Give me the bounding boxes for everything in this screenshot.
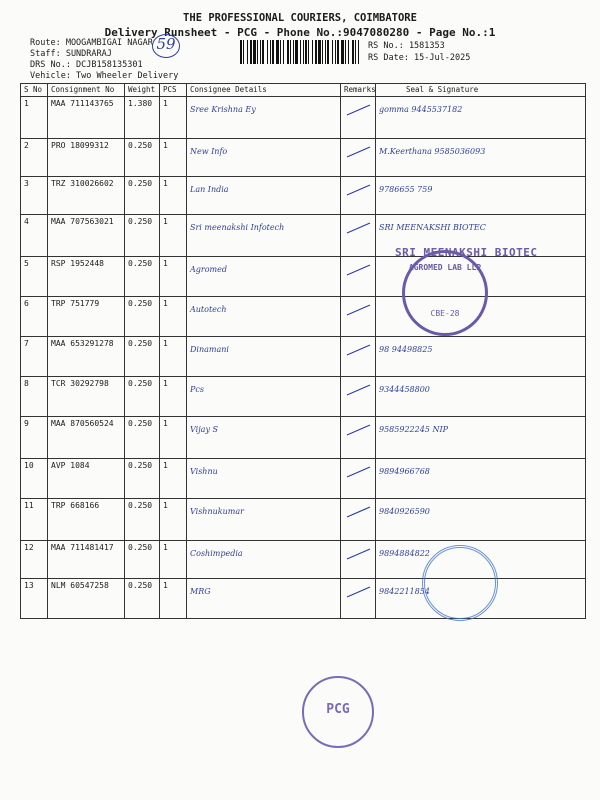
row-consignee: New Info: [187, 139, 341, 177]
barcode-bar: [322, 40, 323, 64]
table-header-row: [21, 84, 586, 97]
row-consignee: Vishnu: [187, 459, 341, 499]
biotec-stamp: SRI MEENAKSHI BIOTEC: [395, 246, 538, 259]
route: Route: MOOGAMBIGAI NAGAR: [30, 38, 153, 48]
row-weight: 0.250: [125, 337, 160, 377]
row-consignment-no: AVP 1084: [48, 459, 125, 499]
col-consignee: Consignee Details: [187, 84, 341, 97]
row-weight: 0.250: [125, 459, 160, 499]
row-consignment-no: TCR 30292798: [48, 377, 125, 417]
barcode-bar: [276, 40, 279, 64]
row-remarks: [341, 337, 376, 377]
row-seal: 98 94498825: [376, 337, 586, 377]
barcode-bar: [348, 40, 349, 64]
row-pcs: 1: [160, 177, 187, 215]
table-row: [21, 377, 586, 417]
row-seal: 9786655 759: [376, 177, 586, 215]
row-consignment-no: NLM 60547258: [48, 579, 125, 619]
barcode-bar: [308, 40, 309, 64]
barcode-bar: [345, 40, 346, 64]
row-consignee: Lan India: [187, 177, 341, 215]
row-remarks: [341, 139, 376, 177]
row-pcs: 1: [160, 139, 187, 177]
row-seal: M.Keerthana 9585036093: [376, 139, 586, 177]
barcode-bar: [303, 40, 304, 64]
remark-stroke: [344, 461, 374, 481]
row-consignee: Vishnukumar: [187, 499, 341, 541]
row-consignee: Dinamani: [187, 337, 341, 377]
barcode-bar: [287, 40, 289, 64]
row-sno: 12: [21, 541, 48, 579]
barcode-bar: [337, 40, 339, 64]
runsheet-title: Delivery Runsheet - PCG - Phone No.:9047080280 - Page No.:1: [104, 26, 496, 39]
row-consignee: Sri meenakshi Infotech: [187, 215, 341, 257]
row-sno: 2: [21, 139, 48, 177]
pcg-stamp-text: PCG: [326, 702, 350, 717]
row-weight: 0.250: [125, 377, 160, 417]
row-seal: gomma 9445537182: [376, 97, 586, 139]
row-remarks: [341, 459, 376, 499]
remark-stroke: [344, 259, 374, 279]
row-consignment-no: TRP 751779: [48, 297, 125, 337]
row-weight: 0.250: [125, 417, 160, 459]
barcode-bar: [341, 40, 344, 64]
barcode-bar: [318, 40, 321, 64]
row-seal: 9842211854: [376, 579, 586, 619]
barcode-bar: [257, 40, 258, 64]
row-sno: 3: [21, 177, 48, 215]
staff: Staff: SUNDRARAJ: [30, 49, 112, 59]
barcode-bar: [283, 40, 284, 64]
row-weight: 1.380: [125, 97, 160, 139]
row-sno: 1: [21, 97, 48, 139]
row-consignment-no: MAA 711481417: [48, 541, 125, 579]
row-pcs: 1: [160, 97, 187, 139]
row-weight: 0.250: [125, 541, 160, 579]
barcode-bar: [358, 40, 359, 64]
col-weight: Weight: [125, 84, 160, 97]
table-row: [21, 97, 586, 139]
row-sno: 10: [21, 459, 48, 499]
row-consignment-no: MAA 653291278: [48, 337, 125, 377]
barcode-bar: [253, 40, 256, 64]
rs-date: RS Date: 15-Jul-2025: [368, 53, 471, 63]
col-remarks: Remarks: [341, 84, 376, 97]
barcode-bar: [352, 40, 354, 64]
col-pcs: PCS: [160, 84, 187, 97]
barcode-bar: [332, 40, 333, 64]
row-consignment-no: MAA 707563021: [48, 215, 125, 257]
row-seal: 9894884822: [376, 541, 586, 579]
barcode-bar: [325, 40, 326, 64]
remark-stroke: [344, 543, 374, 563]
col-consignment: Consignment No: [48, 84, 125, 97]
barcode-bar: [270, 40, 271, 64]
row-consignee: Sree Krishna Ey: [187, 97, 341, 139]
table-row: [21, 177, 586, 215]
barcode-bar: [315, 40, 317, 64]
table-row: [21, 337, 586, 377]
row-remarks: [341, 297, 376, 337]
barcode: [240, 40, 360, 64]
row-pcs: 1: [160, 337, 187, 377]
row-pcs: 1: [160, 499, 187, 541]
row-consignment-no: MAA 711143765: [48, 97, 125, 139]
barcode-bar: [300, 40, 301, 64]
remark-stroke: [344, 141, 374, 161]
row-consignee: MRG: [187, 579, 341, 619]
row-seal: 9344458800: [376, 377, 586, 417]
remark-stroke: [344, 501, 374, 521]
table-row: [21, 541, 586, 579]
remark-stroke: [344, 379, 374, 399]
row-consignee: Pcs: [187, 377, 341, 417]
drs-number: DRS No.: DCJB158135301: [30, 60, 143, 70]
barcode-bar: [305, 40, 307, 64]
col-seal: Seal & Signature: [376, 84, 586, 97]
remark-stroke: [344, 217, 374, 237]
row-seal: 9840926590: [376, 499, 586, 541]
row-sno: 13: [21, 579, 48, 619]
remark-stroke: [344, 339, 374, 359]
row-consignment-no: TRP 668166: [48, 499, 125, 541]
rs-info: [368, 40, 470, 64]
row-consignment-no: MAA 870560524: [48, 417, 125, 459]
barcode-bar: [293, 40, 294, 64]
row-consignment-no: TRZ 310026602: [48, 177, 125, 215]
row-seal: 9585922245 NIP: [376, 417, 586, 459]
barcode-bar: [250, 40, 252, 64]
row-sno: 5: [21, 257, 48, 297]
row-remarks: [341, 499, 376, 541]
row-consignee: Agromed: [187, 257, 341, 297]
vehicle: Vehicle: Two Wheeler Delivery: [30, 71, 179, 81]
table-row: [21, 579, 586, 619]
blue-round-stamp: [422, 545, 498, 621]
barcode-bar: [335, 40, 336, 64]
remark-stroke: [344, 179, 374, 199]
agromed-stamp: [402, 250, 488, 336]
pcg-stamp: [302, 676, 374, 748]
row-remarks: [341, 257, 376, 297]
row-sno: 8: [21, 377, 48, 417]
row-weight: 0.250: [125, 499, 160, 541]
barcode-bar: [290, 40, 291, 64]
runsheet-table: [20, 83, 586, 619]
row-weight: 0.250: [125, 215, 160, 257]
row-consignee: Autotech: [187, 297, 341, 337]
row-pcs: 1: [160, 257, 187, 297]
barcode-bar: [243, 40, 244, 64]
row-pcs: 1: [160, 417, 187, 459]
table-row: [21, 139, 586, 177]
barcode-bar: [247, 40, 248, 64]
table-row: [21, 499, 586, 541]
remark-stroke: [344, 581, 374, 601]
barcode-bar: [240, 40, 242, 64]
row-sno: 11: [21, 499, 48, 541]
agromed-stamp-sub: CBE-28: [430, 309, 460, 318]
rs-number: RS No.: 1581353: [368, 41, 445, 51]
table-row: [21, 459, 586, 499]
barcode-bar: [280, 40, 281, 64]
row-sno: 7: [21, 337, 48, 377]
row-consignment-no: PRO 18099312: [48, 139, 125, 177]
row-sno: 4: [21, 215, 48, 257]
row-remarks: [341, 541, 376, 579]
row-pcs: 1: [160, 579, 187, 619]
row-pcs: 1: [160, 297, 187, 337]
table-row: [21, 417, 586, 459]
table-row: [21, 257, 586, 297]
row-remarks: [341, 377, 376, 417]
remark-stroke: [344, 99, 374, 119]
row-pcs: 1: [160, 541, 187, 579]
barcode-bar: [312, 40, 313, 64]
row-pcs: 1: [160, 459, 187, 499]
row-weight: 0.250: [125, 579, 160, 619]
barcode-bar: [267, 40, 268, 64]
agromed-stamp-text: AGROMED LAB LLP: [408, 263, 482, 272]
row-remarks: [341, 177, 376, 215]
row-consignment-no: RSP 1952448: [48, 257, 125, 297]
row-weight: 0.250: [125, 139, 160, 177]
row-sno: 9: [21, 417, 48, 459]
row-seal: SRI MEENAKSHI BIOTEC: [376, 215, 586, 257]
row-consignee: Coshimpedia: [187, 541, 341, 579]
row-weight: 0.250: [125, 297, 160, 337]
barcode-bar: [262, 40, 264, 64]
table-row: [21, 297, 586, 337]
handwritten-annotation: 59: [152, 34, 180, 58]
row-weight: 0.250: [125, 257, 160, 297]
row-seal: 9894966768: [376, 459, 586, 499]
barcode-bar: [355, 40, 356, 64]
row-remarks: [341, 579, 376, 619]
row-consignee: Vijay S: [187, 417, 341, 459]
row-pcs: 1: [160, 215, 187, 257]
remark-stroke: [344, 419, 374, 439]
barcode-bar: [260, 40, 261, 64]
col-sno: S No: [21, 84, 48, 97]
row-weight: 0.250: [125, 177, 160, 215]
row-remarks: [341, 215, 376, 257]
barcode-bar: [272, 40, 274, 64]
barcode-bar: [327, 40, 329, 64]
row-sno: 6: [21, 297, 48, 337]
remark-stroke: [344, 299, 374, 319]
row-pcs: 1: [160, 377, 187, 417]
company-title: THE PROFESSIONAL COURIERS, COIMBATORE: [183, 12, 417, 24]
row-remarks: [341, 97, 376, 139]
row-remarks: [341, 417, 376, 459]
barcode-bar: [295, 40, 298, 64]
